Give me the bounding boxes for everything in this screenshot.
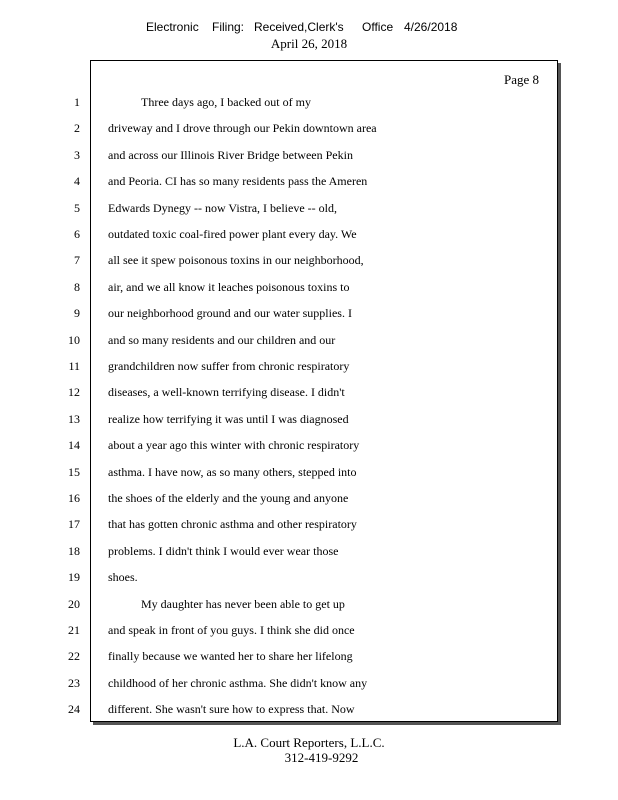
line-number: 21 <box>68 623 80 637</box>
transcript-line: Edwards Dynegy -- now Vistra, I believe -- old, <box>108 200 337 215</box>
footer <box>0 735 618 765</box>
line-number: 22 <box>68 649 80 664</box>
reporter-phone: 312-419-9292 <box>284 750 359 765</box>
stamp-received: Received,Clerk's <box>254 20 344 34</box>
line-number: 12 <box>68 385 80 400</box>
transcript-line: Three days ago, I backed out of my <box>141 95 311 109</box>
transcript-line: diseases, a well-known terrifying disease. I didn't <box>108 385 345 400</box>
hearing-date: April 26, 2018 <box>270 36 348 51</box>
transcript-line: the shoes of the elderly and the young and anyone <box>108 491 349 505</box>
line-number: 24 <box>68 702 80 717</box>
line-number: 10 <box>68 332 80 347</box>
line-number: 15 <box>68 464 80 479</box>
line-number: 23 <box>68 675 80 690</box>
transcript-line: asthma. I have now, as so many others, stepped into <box>108 464 357 479</box>
line-number: 6 <box>74 227 80 241</box>
line-number: 2 <box>74 121 80 136</box>
transcript-line: realize how terrifying it was until I was diagnosed <box>108 411 349 426</box>
page-number: Page 8 <box>504 72 540 87</box>
transcript-line: and speak in front of you guys. I think she did once <box>108 623 355 637</box>
line-number: 7 <box>74 253 80 268</box>
line-number: 3 <box>74 147 80 162</box>
transcript-line: finally because we wanted her to share her lifelong <box>108 649 353 664</box>
transcript-line: problems. I didn't think I would ever wear those <box>108 543 339 558</box>
transcript-line: our neighborhood ground and our water supplies. I <box>108 306 352 321</box>
transcript-line: that has gotten chronic asthma and other respiratory <box>108 517 357 532</box>
line-number: 9 <box>74 306 80 321</box>
line-number: 11 <box>68 359 80 373</box>
transcript-line: grandchildren now suffer from chronic respiratory <box>108 359 350 373</box>
stamp-filing: Filing: <box>212 20 245 34</box>
transcript-line: driveway and I drove through our Pekin downtown area <box>108 121 377 136</box>
transcript-line: outdated toxic coal-fired power plant every day. We <box>108 227 357 241</box>
line-number: 13 <box>68 411 80 426</box>
line-number: 20 <box>68 596 80 611</box>
line-number: 19 <box>68 570 80 585</box>
line-number: 4 <box>74 174 80 189</box>
transcript-line: My daughter has never been able to get up <box>141 596 345 611</box>
line-number: 17 <box>68 517 80 532</box>
stamp-office: Office <box>362 20 394 34</box>
transcript-line: different. She wasn't sure how to express that. Now <box>108 702 355 717</box>
transcript-line: all see it spew poisonous toxins in our neighborhood, <box>108 253 364 268</box>
reporter-company: L.A. Court Reporters, L.L.C. <box>233 735 385 750</box>
transcript-line: childhood of her chronic asthma. She didn't know any <box>108 675 368 690</box>
transcript-line: air, and we all know it leaches poisonous toxins to <box>108 279 350 294</box>
line-number: 8 <box>74 279 80 294</box>
line-number: 18 <box>68 543 80 558</box>
transcript-line: and so many residents and our children and our <box>108 332 336 347</box>
transcript-line: and Peoria. CI has so many residents pass the Ameren <box>108 174 368 189</box>
line-number: 14 <box>68 438 80 453</box>
transcript-line: shoes. <box>108 570 138 585</box>
transcript-line: and across our Illinois River Bridge between Pekin <box>108 147 353 162</box>
line-number: 1 <box>74 95 80 109</box>
stamp-electronic: Electronic <box>146 20 199 34</box>
line-number: 16 <box>68 491 80 505</box>
transcript-line: about a year ago this winter with chronic respiratory <box>108 438 360 453</box>
stamp-date: 4/26/2018 <box>404 20 458 34</box>
line-number: 5 <box>74 200 80 215</box>
